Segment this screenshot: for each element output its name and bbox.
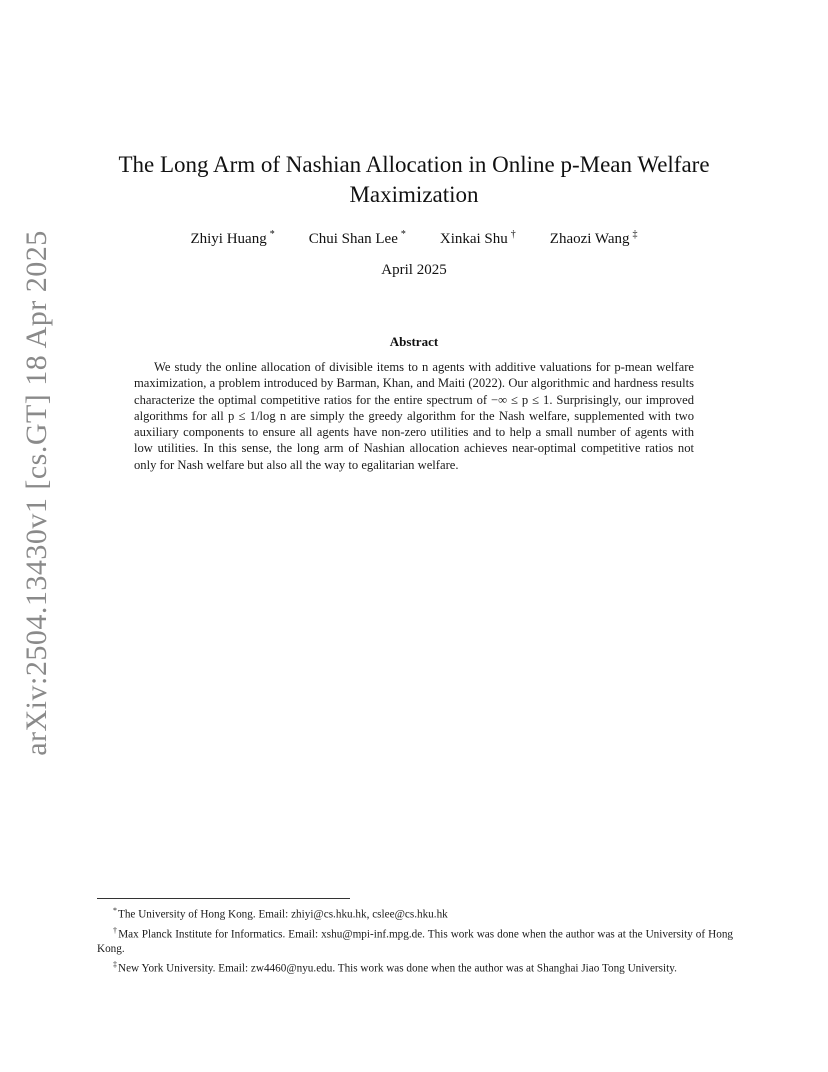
paper-title: The Long Arm of Nashian Allocation in Online p-Mean Welfare Maximization <box>118 152 710 207</box>
footnote-divider <box>97 898 350 899</box>
footnote-text: Max Planck Institute for Informatics. Email: xshu@mpi-inf.mpg.de. This work was done when the author was at the University of Hong Kong. <box>97 928 734 956</box>
author-mark: † <box>510 229 516 240</box>
footnote-3 <box>97 957 733 977</box>
footnote-text: New York University. Email: zw4460@nyu.edu. This work was done when the author was at Shanghai Jiao Tong University. <box>118 963 677 976</box>
abstract-text: We study the online allocation of divisible items to n agents with additive valuations for p-mean welfare maximization, a problem introduced by Barman, Khan, and Maiti (2022). Our algorithmic and hardness results characterize the optimal competitive ratios for the entire spectrum of −∞ ≤ p ≤ 1. Surprisingly, our improved algorithms for all p ≤ 1/log n are simply the greedy algorithm for the Nash welfare, supplemented with two auxiliary components to ensure all agents have non-zero utilities and to help a small number of agents with low utilities. In this sense, the long arm of Nashian allocation achieves near-optimal competitive ratios not only for Nash welfare but also all the way to egalitarian welfare. <box>134 360 694 472</box>
author-name: Xinkai Shu <box>439 231 508 247</box>
footnote-mark: † <box>113 925 118 935</box>
paper-date: April 2025 <box>381 262 447 278</box>
footnotes <box>97 903 733 977</box>
author-1 <box>190 229 274 248</box>
footnote-1 <box>97 903 733 923</box>
footnote-2 <box>97 923 733 958</box>
author-mark: * <box>269 229 275 240</box>
author-mark: * <box>400 229 406 240</box>
footnote-text: The University of Hong Kong. Email: zhiyi@cs.hku.hk, cslee@cs.hku.hk <box>118 908 448 921</box>
author-3 <box>440 229 516 248</box>
author-name: Zhiyi Huang <box>190 231 267 247</box>
author-name: Chui Shan Lee <box>308 231 398 247</box>
author-mark: ‡ <box>632 229 638 240</box>
author-list <box>100 229 728 248</box>
author-2 <box>309 229 406 248</box>
arxiv-side-stamp <box>14 230 60 756</box>
author-4 <box>550 229 638 248</box>
author-name: Zhaozi Wang <box>549 231 630 247</box>
abstract-heading: Abstract <box>389 334 439 349</box>
footnote-mark: ‡ <box>113 960 117 970</box>
footnote-mark: * <box>113 906 117 915</box>
arxiv-identifier: arXiv:2504.13430v1 [cs.GT] 18 Apr 2025 <box>20 230 54 756</box>
